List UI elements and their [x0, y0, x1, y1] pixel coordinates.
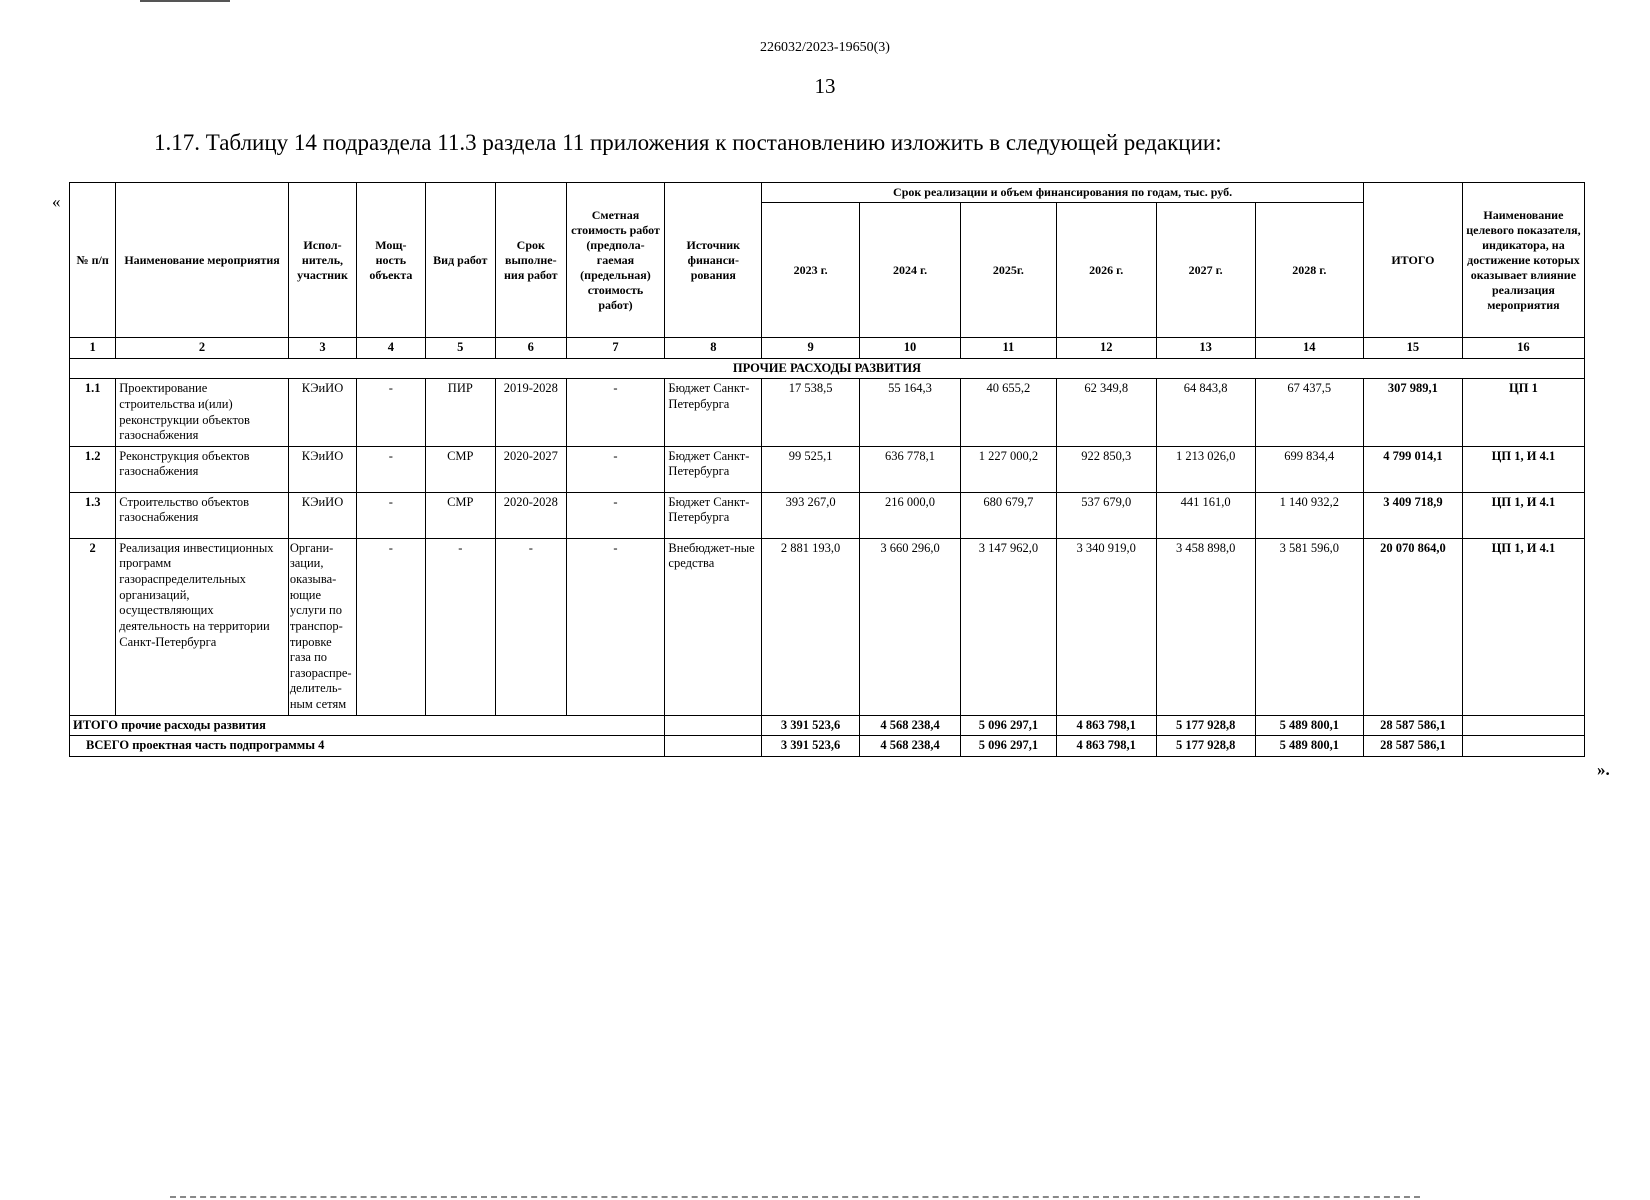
close-quote-mark: ».: [1597, 760, 1610, 779]
header-year-2026: 2026 г.: [1056, 203, 1156, 338]
col-number: 2: [116, 338, 289, 359]
col-number: 7: [566, 338, 665, 359]
row-value-2024: 55 164,3: [860, 379, 961, 447]
intro-paragraph: 1.17. Таблицу 14 подраздела 11.3 раздела 11 приложения к постановлению изложить в следующей редакции:: [154, 130, 1222, 155]
row-value-2025: 3 147 962,0: [961, 538, 1057, 715]
scan-artifact-top: [140, 0, 230, 2]
row-name: Реализация инвестиционных программ газораспределительных организаций, осуществляющих деятельность на территории Санкт-Петербурга: [116, 538, 289, 715]
row-capacity: -: [357, 379, 425, 447]
page-number: 13: [814, 74, 836, 98]
row-indicator: ЦП 1, И 4.1: [1462, 446, 1584, 492]
row-capacity: -: [357, 538, 425, 715]
row-source: Бюджет Санкт-Петербурга: [665, 446, 762, 492]
col-number: 6: [496, 338, 566, 359]
grand-total-value-2028: 5 489 800,1: [1255, 736, 1363, 757]
row-capacity: -: [357, 446, 425, 492]
section-row: [70, 358, 1585, 379]
header-year-2024: 2024 г.: [860, 203, 961, 338]
row-value-2025: 1 227 000,2: [961, 446, 1057, 492]
row-value-2027: 3 458 898,0: [1156, 538, 1255, 715]
row-value-2024: 216 000,0: [860, 492, 961, 538]
row-work-type: -: [425, 538, 495, 715]
row-num: 1.2: [70, 446, 116, 492]
col-number: 12: [1056, 338, 1156, 359]
row-work-type: СМР: [425, 492, 495, 538]
total-empty-cell: [1462, 736, 1584, 757]
row-work-type: СМР: [425, 446, 495, 492]
row-cost: -: [566, 538, 665, 715]
table-row: [70, 379, 1585, 447]
row-indicator: ЦП 1, И 4.1: [1462, 538, 1584, 715]
row-name: Строительство объектов газоснабжения: [116, 492, 289, 538]
total-label: ИТОГО прочие расходы развития: [70, 715, 665, 736]
header-row-1: [70, 183, 1585, 203]
header-name: Наименование мероприятия: [116, 183, 289, 338]
header-total: ИТОГО: [1363, 183, 1462, 338]
row-total: 4 799 014,1: [1363, 446, 1462, 492]
total-empty-cell: [1462, 715, 1584, 736]
row-value-2024: 3 660 296,0: [860, 538, 961, 715]
total-value-2025: 5 096 297,1: [961, 715, 1057, 736]
header-work-type: Вид работ: [425, 183, 495, 338]
row-value-2023: 393 267,0: [762, 492, 860, 538]
row-executor: КЭиИО: [288, 379, 356, 447]
row-value-2028: 3 581 596,0: [1255, 538, 1363, 715]
grand-total-value-2026: 4 863 798,1: [1056, 736, 1156, 757]
table-row: [70, 446, 1585, 492]
header-term: Срок выполне-ния работ: [496, 183, 566, 338]
total-empty-cell: [665, 736, 762, 757]
row-num: 1.3: [70, 492, 116, 538]
row-executor: КЭиИО: [288, 446, 356, 492]
total-value-2027: 5 177 928,8: [1156, 715, 1255, 736]
header-executor: Испол-нитель, участник: [288, 183, 356, 338]
col-number: 16: [1462, 338, 1584, 359]
grand-total-value-2027: 5 177 928,8: [1156, 736, 1255, 757]
open-quote-mark: «: [52, 192, 61, 211]
header-year-2028: 2028 г.: [1255, 203, 1363, 338]
col-number: 8: [665, 338, 762, 359]
total-value-2028: 5 489 800,1: [1255, 715, 1363, 736]
row-capacity: -: [357, 492, 425, 538]
table-row: [70, 492, 1585, 538]
grand-total-value-2024: 4 568 238,4: [860, 736, 961, 757]
col-number: 15: [1363, 338, 1462, 359]
header-year-2025: 2025г.: [961, 203, 1057, 338]
col-number: 14: [1255, 338, 1363, 359]
header-capacity: Мощ-ность объекта: [357, 183, 425, 338]
row-term: 2020-2028: [496, 492, 566, 538]
row-value-2025: 680 679,7: [961, 492, 1057, 538]
row-value-2025: 40 655,2: [961, 379, 1057, 447]
financing-table: [69, 182, 1585, 757]
col-number: 13: [1156, 338, 1255, 359]
row-value-2027: 1 213 026,0: [1156, 446, 1255, 492]
col-number: 5: [425, 338, 495, 359]
total-sum: 28 587 586,1: [1363, 715, 1462, 736]
row-value-2026: 3 340 919,0: [1056, 538, 1156, 715]
row-indicator: ЦП 1, И 4.1: [1462, 492, 1584, 538]
row-value-2026: 62 349,8: [1056, 379, 1156, 447]
row-value-2027: 64 843,8: [1156, 379, 1255, 447]
total-value-2026: 4 863 798,1: [1056, 715, 1156, 736]
section-title: ПРОЧИЕ РАСХОДЫ РАЗВИТИЯ: [70, 358, 1585, 379]
total-value-2024: 4 568 238,4: [860, 715, 961, 736]
row-value-2028: 699 834,4: [1255, 446, 1363, 492]
grand-total-value-2023: 3 391 523,6: [762, 736, 860, 757]
header-source: Источник финанси-рования: [665, 183, 762, 338]
header-cost: Сметная стоимость работ (предпола-гаемая (предельная) стоимость работ): [566, 183, 665, 338]
row-source: Бюджет Санкт-Петербурга: [665, 492, 762, 538]
col-number: 1: [70, 338, 116, 359]
row-value-2026: 537 679,0: [1056, 492, 1156, 538]
row-term: -: [496, 538, 566, 715]
total-value-2023: 3 391 523,6: [762, 715, 860, 736]
header-year-2023: 2023 г.: [762, 203, 860, 338]
row-total: 20 070 864,0: [1363, 538, 1462, 715]
row-value-2026: 922 850,3: [1056, 446, 1156, 492]
header-indicator: Наименование целевого показателя, индикатора, на достижение которых оказывает влияние реализация мероприятия: [1462, 183, 1584, 338]
col-number: 4: [357, 338, 425, 359]
col-number: 10: [860, 338, 961, 359]
column-numbers-row: [70, 338, 1585, 359]
row-num: 1.1: [70, 379, 116, 447]
row-source: Внебюджет-ные средства: [665, 538, 762, 715]
col-number: 11: [961, 338, 1057, 359]
table-row: [70, 538, 1585, 715]
row-executor: Органи-зации, оказыва-ющие услуги по транспор-тировке газа по газораспре-делитель-ным сетям: [288, 538, 356, 715]
row-value-2023: 2 881 193,0: [762, 538, 860, 715]
row-indicator: ЦП 1: [1462, 379, 1584, 447]
col-number: 3: [288, 338, 356, 359]
row-source: Бюджет Санкт-Петербурга: [665, 379, 762, 447]
grand-total-sum: 28 587 586,1: [1363, 736, 1462, 757]
grand-total-label: ВСЕГО проектная часть подпрограммы 4: [70, 736, 665, 757]
scan-artifact-bottom: [170, 1196, 1420, 1198]
row-value-2028: 1 140 932,2: [1255, 492, 1363, 538]
header-year-2027: 2027 г.: [1156, 203, 1255, 338]
row-total: 3 409 718,9: [1363, 492, 1462, 538]
grand-total-row: [70, 736, 1585, 757]
grand-total-value-2025: 5 096 297,1: [961, 736, 1057, 757]
document-id: 226032/2023-19650(3): [760, 40, 890, 55]
row-value-2027: 441 161,0: [1156, 492, 1255, 538]
header-years-group: Срок реализации и объем финансирования по годам, тыс. руб.: [762, 183, 1364, 203]
row-work-type: ПИР: [425, 379, 495, 447]
row-value-2024: 636 778,1: [860, 446, 961, 492]
row-value-2023: 17 538,5: [762, 379, 860, 447]
col-number: 9: [762, 338, 860, 359]
row-executor: КЭиИО: [288, 492, 356, 538]
row-cost: -: [566, 379, 665, 447]
row-cost: -: [566, 492, 665, 538]
header-num: № п/п: [70, 183, 116, 338]
row-term: 2019-2028: [496, 379, 566, 447]
row-num: 2: [70, 538, 116, 715]
row-cost: -: [566, 446, 665, 492]
row-term: 2020-2027: [496, 446, 566, 492]
row-value-2023: 99 525,1: [762, 446, 860, 492]
row-name: Проектирование строительства и(или) реконструкции объектов газоснабжения: [116, 379, 289, 447]
row-name: Реконструкция объектов газоснабжения: [116, 446, 289, 492]
total-row: [70, 715, 1585, 736]
row-value-2028: 67 437,5: [1255, 379, 1363, 447]
row-total: 307 989,1: [1363, 379, 1462, 447]
total-empty-cell: [665, 715, 762, 736]
